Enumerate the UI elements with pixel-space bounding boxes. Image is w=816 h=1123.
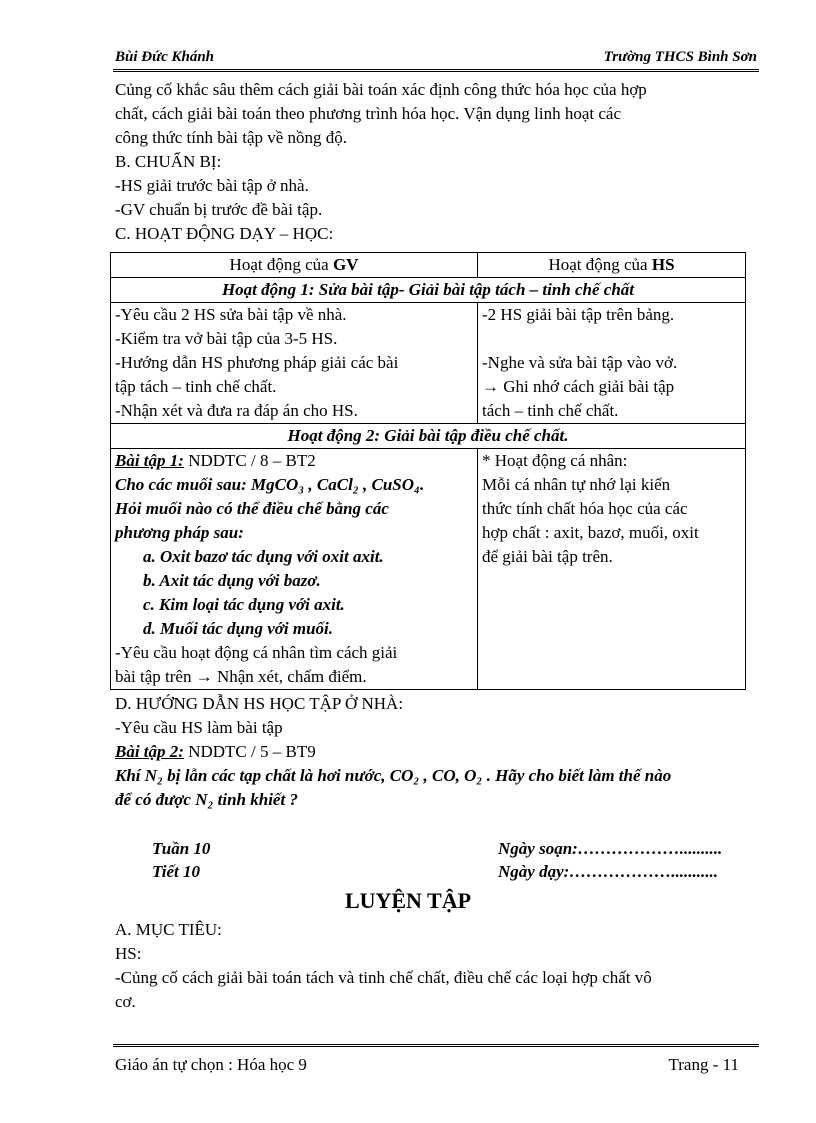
prep-item: -HS giải trước bài tập ở nhà. [115,176,309,195]
activity-2-title: Hoạt động 2: Giải bài tập điều chế chất. [111,424,746,449]
list-item: c. Kim loại tác dụng với axit. [143,595,345,614]
prep-item: -GV chuẩn bị trước đề bài tập. [115,200,323,219]
exercise-2-question: Khí N₂ bị lẫn các tạp chất là hơi nước, CO₂ , CO, O₂ . Hãy cho biết làm thế nào [115,766,672,785]
intro-line: công thức tính bài tập về nồng độ. [115,128,348,147]
hs-cell: -2 HS giải bài tập trên bảng. -Nghe và sửa bài tập vào vở. → Ghi nhớ cách giải bài tập tách – tinh chế chất. [478,303,746,424]
table-row [111,303,746,424]
activity-table [110,252,746,690]
lesson-title: LUYỆN TẬP [344,888,472,913]
lesson-label: Tiết 10 [152,862,200,881]
page-number: Trang - 11 [668,1055,739,1074]
activity-1-row [111,278,746,303]
section-d-heading: D. HƯỚNG DẪN HS HỌC TẬP Ở NHÀ: [115,694,404,713]
page-footer [113,1044,759,1074]
hs-column-header: Hoạt động của HS [478,253,746,278]
week-label: Tuần 10 [152,839,211,858]
school-name: Trường THCS Bình Sơn [603,49,757,65]
gv-cell: -Yêu cầu 2 HS sửa bài tập về nhà. -Kiểm tra vở bài tập của 3-5 HS. -Hướng dẫn HS phương pháp giải các bài tập tách – tinh chế chất. -Nhận xét và đưa ra đáp án cho HS. [111,303,478,424]
objectives-section [115,918,755,1014]
table-header-row [111,253,746,278]
intro-text [115,78,755,246]
table-row [111,449,746,690]
list-item: d. Muối tác dụng với muối. [143,619,334,638]
objective-line: -Củng cố cách giải bài toán tách và tinh chế chất, điều chế các loại hợp chất vô [115,968,652,987]
hs-cell: * Hoạt động cá nhân: Mỗi cá nhân tự nhớ lại kiến thức tính chất hóa học của các hợp chất : axit, bazơ, muối, oxit để giải bài tập trên. [478,449,746,690]
list-item: b. Axit tác dụng với bazơ. [143,571,321,590]
gv-column-header: Hoạt động của GV [111,253,478,278]
section-c-heading: C. HOẠT ĐỘNG DẠY – HỌC: [115,224,334,243]
exercise-2-question: để có được N₂ tinh khiết ? [115,790,298,809]
activity-1-title: Hoạt động 1: Sửa bài tập- Giải bài tập tách – tinh chế chất [111,278,746,303]
exercise-1-label: Bài tập 1: [115,451,184,470]
intro-line: Củng cố khắc sâu thêm cách giải bài toán xác định công thức hóa học của hợp [115,80,647,99]
exercise-2-label: Bài tập 2: [115,742,184,761]
gv-cell: Bài tập 1: NDDTC / 8 – BT2 Cho các muối sau: MgCO₃ , CaCl₂ , CuSO₄. Hỏi muối nào có thể điều chế bằng các phương pháp sau: a. Oxit bazơ tác dụng với oxit axit. b. Axit tác dụng với bazơ. c. Kim loại tác dụng với axit. d. Muối tác dụng với muối. -Yêu cầu hoạt động cá nhân tìm cách giải bài tập trên → Nhận xét, chấm điểm. [111,449,478,690]
homework-section: D. HƯỚNG DẪN HS HỌC TẬP Ở NHÀ: -Yêu cầu HS làm bài tập Bài tập 2: NDDTC / 5 – BT9 Khí N₂ bị lẫn các tạp chất là hơi nước, CO₂ , CO, O₂ . Hãy cho biết làm thế nào để có được N₂ tinh khiết ? [115,692,755,812]
section-a-heading: A. MỤC TIÊU: [115,920,222,939]
hs-label: HS: [115,944,142,963]
prep-date: Ngày soạn:……………….......... [498,839,723,858]
section-b-heading: B. CHUẨN BỊ: [115,152,222,171]
objective-line: cơ. [115,992,136,1011]
intro-line: chất, cách giải bài toán theo phương trình hóa học. Vận dụng linh hoạt các [115,104,622,123]
page-header [113,47,759,72]
teach-date: Ngày dạy:………………........... [498,862,719,881]
author-name: Bùi Đức Khánh [115,49,215,65]
list-item: a. Oxit bazơ tác dụng với oxit axit. [143,547,384,566]
homework-item: -Yêu cầu HS làm bài tập [115,718,283,737]
activity-2-row [111,424,746,449]
footer-course: Giáo án tự chọn : Hóa học 9 [115,1055,307,1074]
